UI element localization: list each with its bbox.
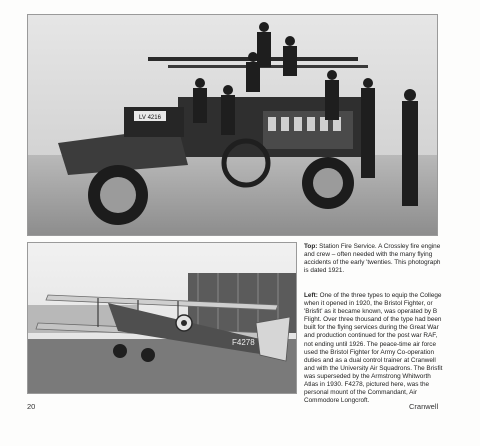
- book-title: Cranwell: [409, 402, 439, 411]
- top-photo-caption: [304, 243, 444, 275]
- page-number: 20: [27, 402, 36, 411]
- bristol-fighter-image: [28, 243, 296, 393]
- aircraft-serial: F4278: [232, 338, 255, 347]
- fire-engine-image: [28, 15, 437, 235]
- caption-text-left: One of the three types to equip the College when it opened in 1920, the Bristol Fighter, or 'Brisfit' as it became known, was operated by B Flight. Over three thousand of the type had been built for the flying services during the Great War and production continued for the post war RAF, not ending until 1926. The peace-time air force used the Bristol Fighter for Army Co-operation duties and as a dual control trainer at Cranwell and with the University Air Squadrons. The Brisfit was superseded by the Armstrong Whitworth Atlas in 1930. F4278, pictured here, was the personal mount of the Commandant, Air Commodore Longcroft.: [304, 292, 443, 405]
- left-photo-caption: [304, 292, 444, 405]
- registration-plate: LV 4216: [139, 115, 161, 121]
- caption-label-left: Left:: [304, 292, 318, 299]
- caption-label-top: Top:: [304, 243, 318, 250]
- bristol-fighter-photo: [27, 242, 297, 394]
- caption-text-top: Station Fire Service. A Crossley fire engine and crew – often needed with the many flying accidents of the early 'twenties. This photograph is dated 1921.: [304, 243, 441, 275]
- fire-engine-photo: [27, 14, 438, 236]
